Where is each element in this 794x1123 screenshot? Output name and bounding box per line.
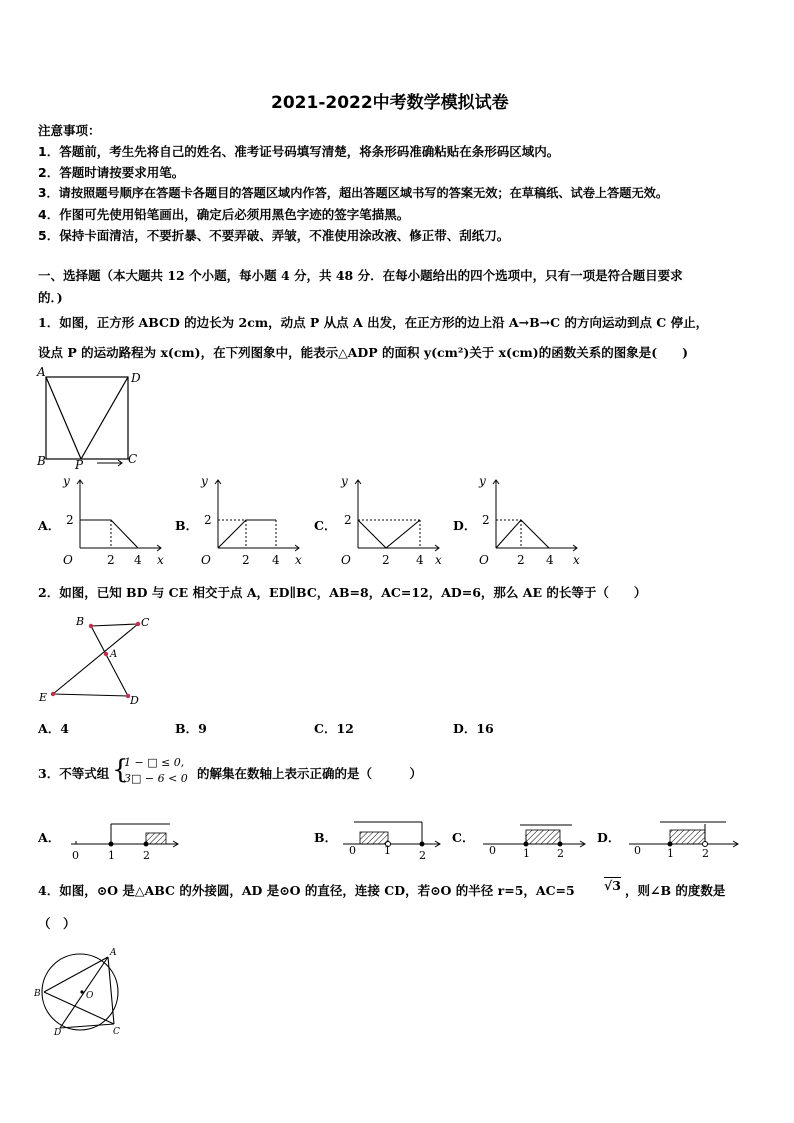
question-2-text: 2．如图，已知 BD 与 CE 相交于点 A，ED∥BC，AB=8，AC=12，AD=6，那么 AE 的长等于（ ）	[38, 585, 647, 600]
tick-label-2: 2	[382, 553, 390, 567]
axis-y-label: y	[479, 474, 486, 488]
number-line-B	[340, 814, 450, 862]
label-B: B	[37, 454, 46, 468]
svg-text:1: 1	[108, 849, 115, 862]
tick-label-2: 2	[242, 553, 250, 567]
q3-option-A[interactable]: A．	[38, 830, 61, 845]
question-4-paren: （ ）	[38, 916, 76, 931]
question-3-suffix: 的解集在数轴上表示正确的是（ ）	[197, 766, 423, 781]
origin-label: O	[201, 553, 211, 567]
notice-item: 1．答题前，考生先将自己的姓名、准考证号码填写清楚，将条形码准确粘贴在条形码区域内。	[38, 144, 560, 159]
circle-figure	[32, 942, 132, 1037]
tick-label-2: 2	[517, 553, 525, 567]
label-C: C	[113, 1027, 120, 1037]
svg-text:1: 1	[523, 847, 530, 860]
q2-option-A[interactable]: A．4	[38, 721, 69, 736]
svg-text:2: 2	[702, 847, 709, 860]
q2-option-C[interactable]: C．12	[314, 721, 354, 736]
svg-text:0: 0	[489, 844, 496, 857]
notice-item: 4．作图可先使用铅笔画出，确定后必须用黑色字迹的签字笔描黑。	[38, 207, 410, 222]
inequality-1: 1 − □ ≤ 0,	[124, 756, 185, 769]
label-A: A	[37, 365, 46, 379]
brace-glyph: {	[112, 755, 129, 785]
tick-label-2: 2	[204, 513, 212, 527]
question-1-text: 1．如图，正方形 ABCD 的边长为 2cm，动点 P 从点 A 出发，在正方形的边上沿 A→B→C 的方向运动到点 C 停止，	[38, 315, 709, 330]
axis-x-label: x	[573, 553, 580, 567]
graph-option-C	[336, 470, 446, 570]
q3-option-C[interactable]: C．	[452, 830, 475, 845]
label-D: D	[131, 371, 141, 385]
notice-item: 3．请按照题号顺序在答题卡各题目的答题区域内作答，超出答题区域书写的答案无效；在草稿纸、试卷上答题无效。	[38, 186, 669, 200]
label-D: D	[130, 694, 139, 707]
number-line-C	[480, 814, 590, 862]
inequality-2: 3□ − 6 < 0	[124, 772, 188, 785]
graph-option-B	[196, 470, 306, 570]
section-heading: 一、选择题（本大题共 12 个小题，每小题 4 分，共 48 分．在每小题给出的四个选项中，只有一项是符合题目要求	[38, 268, 683, 283]
intersecting-lines-figure	[34, 610, 159, 710]
page-title: 2021-2022中考数学模拟试卷	[271, 93, 509, 113]
label-A: A	[110, 948, 117, 958]
option-D-label[interactable]: D．	[453, 518, 477, 533]
question-4-text-cont: ，则∠B 的度数是	[625, 883, 726, 898]
label-B: B	[76, 615, 85, 628]
tick-label-4: 4	[546, 553, 554, 567]
tick-label-4: 4	[416, 553, 424, 567]
label-O: O	[86, 991, 94, 1001]
tick-label-2: 2	[66, 513, 74, 527]
tick-label-2: 2	[107, 553, 115, 567]
option-C-label[interactable]: C．	[314, 518, 337, 533]
option-A-label[interactable]: A．	[38, 518, 61, 533]
svg-text:2: 2	[419, 849, 426, 862]
tick-label-2: 2	[344, 513, 352, 527]
tick-label-2: 2	[482, 513, 490, 527]
axis-y-label: y	[63, 474, 70, 488]
svg-text:0: 0	[634, 844, 641, 857]
svg-text:0: 0	[349, 844, 356, 857]
tick-label-4: 4	[134, 553, 142, 567]
notice-heading: 注意事项：	[38, 123, 101, 138]
number-line-A	[66, 814, 186, 862]
notice-item: 2．答题时请按要求用笔。	[38, 165, 185, 180]
graph-option-A	[58, 470, 168, 570]
axis-y-label: y	[341, 474, 348, 488]
label-A: A	[110, 649, 118, 660]
axis-y-label: y	[201, 474, 208, 488]
sqrt-three: √3	[604, 878, 621, 893]
number-line-D	[626, 814, 744, 862]
svg-text:1: 1	[667, 847, 674, 860]
label-B: B	[34, 989, 41, 999]
axis-x-label: x	[157, 553, 164, 567]
label-E: E	[39, 691, 48, 704]
label-D: D	[54, 1028, 62, 1037]
graph-option-D	[474, 470, 584, 570]
origin-label: O	[479, 553, 489, 567]
q3-option-D[interactable]: D．	[597, 830, 621, 845]
notice-item: 5．保持卡面清洁，不要折暴、不要弄破、弄皱，不准使用涂改液、修正带、刮纸刀。	[38, 228, 510, 243]
svg-text:0: 0	[72, 849, 79, 862]
label-C: C	[141, 616, 150, 629]
option-B-label[interactable]: B．	[175, 518, 199, 533]
q2-option-D[interactable]: D．16	[453, 721, 494, 736]
question-1-text-cont: 设点 P 的运动路程为 x(cm)，在下列图象中，能表示△ADP 的面积 y(cm²)关于 x(cm)的函数关系的图象是( )	[38, 345, 689, 360]
question-3-prefix: 3．不等式组	[38, 766, 110, 781]
square-figure	[34, 364, 144, 472]
svg-text:2: 2	[143, 849, 150, 862]
q2-option-B[interactable]: B．9	[175, 721, 207, 736]
origin-label: O	[63, 553, 73, 567]
axis-x-label: x	[295, 553, 302, 567]
svg-text:2: 2	[557, 847, 564, 860]
axis-x-label: x	[435, 553, 442, 567]
origin-label: O	[341, 553, 351, 567]
label-C: C	[128, 452, 138, 466]
question-4-text: 4．如图，⊙O 是△ABC 的外接圆，AD 是⊙O 的直径，连接 CD，若⊙O 的半径 r=5，AC=5	[38, 883, 575, 898]
label-P: P	[75, 458, 84, 472]
tick-label-4: 4	[272, 553, 280, 567]
svg-text:1: 1	[384, 844, 391, 857]
section-heading-cont: 的．)	[38, 290, 63, 305]
q3-option-B[interactable]: B．	[314, 830, 338, 845]
